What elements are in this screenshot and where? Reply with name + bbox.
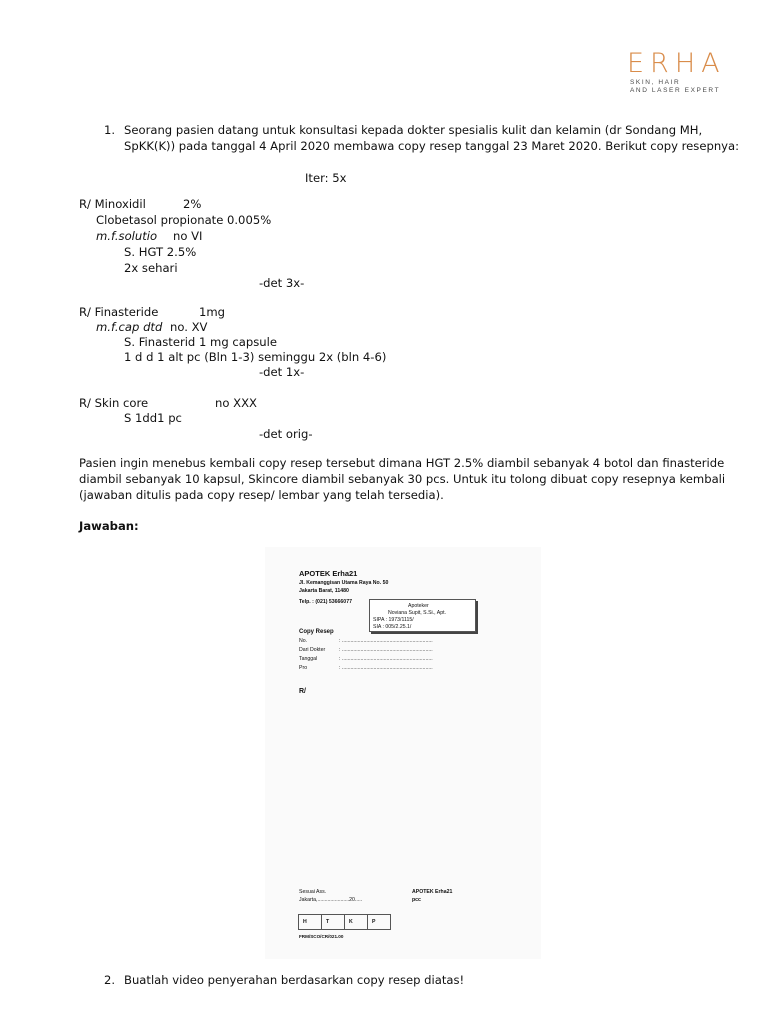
logo-tagline-2: AND LASER EXPERT xyxy=(630,87,721,94)
rx1-r: R/ Minoxidil xyxy=(79,197,146,211)
rx2-mf-rest: no. XV xyxy=(170,320,208,334)
form-checkbox-t xyxy=(321,914,345,930)
rx1-ingredient-2-dose: 0.005% xyxy=(227,213,272,227)
form-field-label: No. xyxy=(299,638,308,644)
rx3-signa: S 1dd1 pc xyxy=(124,411,182,425)
paragraph-line-1: Pasien ingin menebus kembali copy resep tersebut dimana HGT 2.5% diambil sebanyak 4 botol dan finasteride xyxy=(79,456,725,470)
iter-text: Iter: 5x xyxy=(305,171,347,185)
rx3-det: -det orig- xyxy=(259,427,313,441)
form-pharmacy-name: APOTEK Erha21 xyxy=(299,569,358,578)
stamp-name: Noviana Supit, S.Si., Apt. xyxy=(388,610,446,616)
q2-text: Buatlah video penyerahan berdasarkan copy resep diatas! xyxy=(124,973,465,987)
form-phone: Telp. : (021) 53666077 xyxy=(299,599,352,605)
rx1-mf: m.f.solutio xyxy=(96,229,158,243)
rx3-r: R/ Skin core xyxy=(79,396,149,410)
q1-line-1: Seorang pasien datang untuk konsultasi kepada dokter spesialis kulit dan kelamin (dr Sondang MH, xyxy=(124,123,703,137)
rx1-signa: S. HGT 2.5% xyxy=(124,245,197,259)
form-checkbox-label: H xyxy=(303,919,307,925)
form-field-label: Dari Dokter xyxy=(299,647,326,653)
form-field-value: : ............................................................... xyxy=(339,647,433,653)
stamp-title: Apoteker xyxy=(408,603,429,609)
form-checkbox-p xyxy=(367,914,391,930)
form-checkbox-label: P xyxy=(372,919,376,925)
paragraph-line-3: (jawaban ditulis pada copy resep/ lembar yang telah tersedia). xyxy=(79,488,444,502)
form-checkbox-label: K xyxy=(349,919,353,925)
rx2-signa-2: 1 d d 1 alt pc (Bln 1-3) seminggu 2x (bln 4-6) xyxy=(124,350,387,364)
form-address-1: Jl. Kemanggisan Utama Raya No. 50 xyxy=(299,580,389,586)
form-checkbox-k xyxy=(344,914,368,930)
q1-number: 1. xyxy=(104,123,116,137)
rx2-r: R/ Finasteride xyxy=(79,305,159,319)
form-code: FRM/SCO/CR/021.00 xyxy=(299,934,344,939)
rx3-qty: no XXX xyxy=(215,396,257,410)
stamp-sipa: SIPA : 1973/1115/ xyxy=(373,617,414,623)
form-field-label: Pro xyxy=(299,665,308,671)
rx2-det: -det 1x- xyxy=(259,365,305,379)
rx1-signa-2: 2x sehari xyxy=(124,261,178,275)
form-field-value: : ............................................................... xyxy=(339,656,433,662)
form-address-2: Jakarta Barat, 11480 xyxy=(299,588,349,594)
form-checkbox-label: T xyxy=(326,919,330,925)
form-footer-left-2: Jakarta,......................20..... xyxy=(299,897,363,903)
rx1-mf-rest: no VI xyxy=(173,229,203,243)
q2-number: 2. xyxy=(104,973,116,987)
stamp-sia: SIA : 005/2.25.1/ xyxy=(373,624,412,630)
form-field-label: Tanggal xyxy=(299,656,318,662)
form-footer-right-2: pcc xyxy=(412,897,421,903)
paragraph-line-2: diambil sebanyak 10 kapsul, Skincore diambil sebanyak 30 pcs. Untuk itu tolong dibuat copy resepnya kembali xyxy=(79,472,726,486)
q1-line-2: SpKK(K)) pada tanggal 4 April 2020 membawa copy resep tanggal 23 Maret 2020. Berikut copy resepnya: xyxy=(124,139,740,153)
form-field-value: : ............................................................... xyxy=(339,665,433,671)
form-rx-symbol: R/ xyxy=(299,688,306,695)
rx2-mf: m.f.cap dtd xyxy=(96,320,163,334)
form-footer-left-1: Sesuai Ass. xyxy=(299,889,327,895)
form-section-title: Copy Resep xyxy=(299,629,334,635)
pharmacist-stamp xyxy=(369,599,476,632)
form-footer-right-1: APOTEK Erha21 xyxy=(412,889,453,895)
rx1-det: -det 3x- xyxy=(259,276,305,290)
erha-logo: ERHA xyxy=(627,48,726,79)
copy-resep-form xyxy=(265,547,541,959)
logo-tagline-1: SKIN, HAIR xyxy=(630,79,681,86)
rx2-r-dose: 1mg xyxy=(199,305,226,319)
rx1-ingredient-2: Clobetasol propionate xyxy=(96,213,224,227)
form-checkbox-h xyxy=(298,914,322,930)
rx2-signa: S. Finasterid 1 mg capsule xyxy=(124,335,277,349)
rx1-r-dose: 2% xyxy=(183,197,202,211)
answer-label: Jawaban: xyxy=(79,519,139,533)
form-field-value: : ............................................................... xyxy=(339,638,433,644)
